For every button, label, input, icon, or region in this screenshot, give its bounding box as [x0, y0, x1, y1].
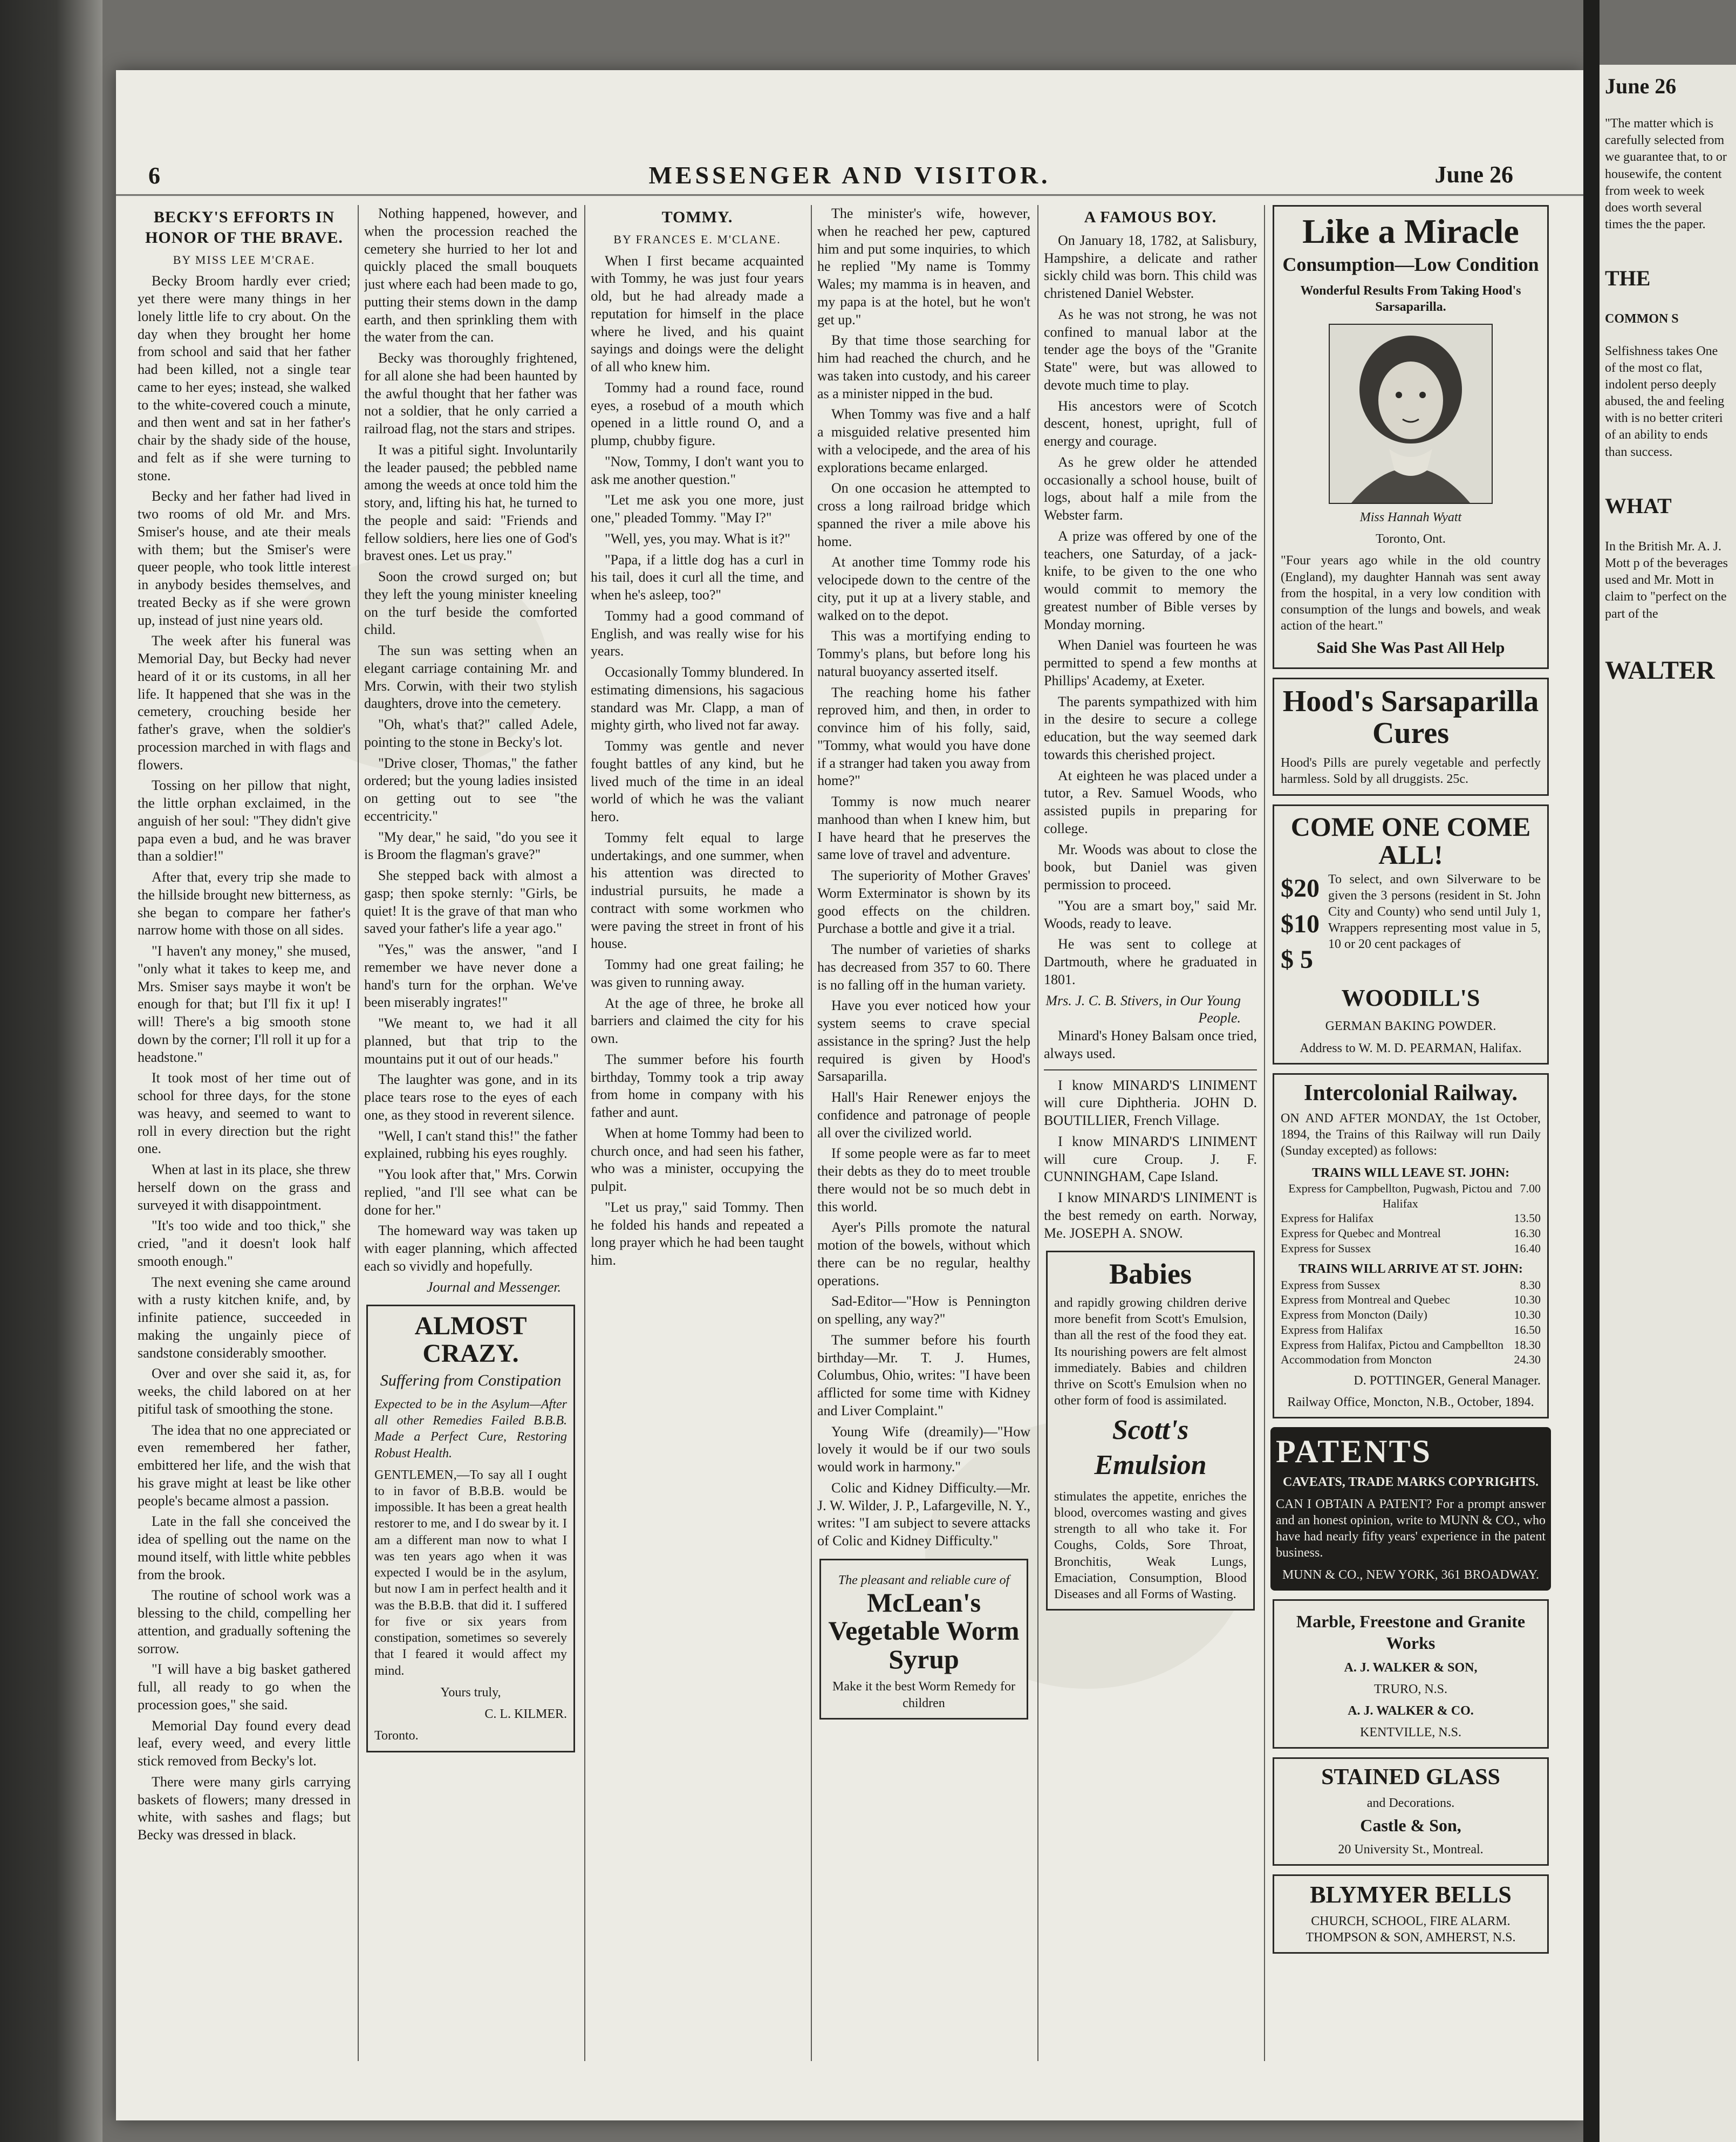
blymyer-bells-advertisement — [1273, 1874, 1549, 1954]
train-time: 16.30 — [1514, 1226, 1541, 1240]
adjacent-page-notice: "The matter which is carefully selected from we guarantee that, to or housewife, the content from week to week does worth several times the the paper. — [1605, 117, 1727, 232]
train-name: Express from Moncton (Daily) — [1281, 1308, 1427, 1322]
firm-name: Castle & Son, — [1360, 1815, 1461, 1835]
train-time: 16.40 — [1514, 1241, 1541, 1255]
timetable-row — [1281, 1292, 1541, 1307]
ad-headline: COME ONE COME ALL! — [1290, 811, 1531, 870]
ad-place: Toronto. — [374, 1729, 419, 1743]
paragraph: The sun was setting when an elegant carriage containing Mr. and Mrs. Corwin, with their two stylish daughters, drove into the cemetery. — [364, 643, 577, 712]
ad-headline: Intercolonial Railway. — [1304, 1080, 1518, 1106]
paragraph: "Papa, if a little dog has a curl in his tail, does it curl all the time, and when he's asleep, too?" — [591, 551, 804, 603]
ad-body: Hood's Pills are purely vegetable and perfectly harmless. Sold by all druggists. 25c. — [1281, 756, 1541, 787]
divider — [1044, 1069, 1257, 1070]
bbb-advertisement — [366, 1305, 575, 1752]
column-rule — [1037, 205, 1038, 2061]
ad-subheadline: Suffering from Constipation — [380, 1372, 562, 1390]
paragraph: The reaching home his father reproved him, and then, in order to convince him of his folly, said, "Tommy, what would you have done if a stranger had taken you away from home?" — [817, 684, 1030, 789]
paragraph: This was a mortifying ending to Tommy's plans, but before long his natural buoyancy asserted itself. — [817, 628, 1030, 679]
ad-signature: C. L. KILMER. — [484, 1707, 567, 1722]
paragraph: The summer before his fourth birthday, Tommy took a trip away from home in company with his father and aunt. — [591, 1051, 804, 1121]
paragraph: After that, every trip she made to the hillside brought new bitterness, as she began to compare her father's narrow home with those on all sides. — [138, 869, 351, 938]
testimonial: I know MINARD'S LINIMENT will cure Diphtheria. JOHN D. BOUTILLIER, French Village. — [1044, 1077, 1257, 1129]
paragraph: If some people were as far to meet their debts as they do to meet trouble there would not be so much debt in this world. — [817, 1145, 1030, 1215]
adjacent-page-text: Selfishness takes One of the most co flat, indolent perso deeply abused, the and feeling with is no better criteri of an ability to ends than success. — [1605, 344, 1725, 459]
paragraph: He was sent to college at Dartmouth, where he graduated in 1801. — [1044, 936, 1257, 987]
column-rule — [811, 205, 812, 2061]
paragraph: Colic and Kidney Difficulty.—Mr. J. W. Wilder, J. P., Lafargeville, N. Y., writes: "I am subject to severe attacks of Colic and Kidney Difficulty." — [817, 1479, 1030, 1548]
paragraph: Have you ever noticed how your system seems to crave special assistance in the spring? Just the help required is given by Hood's Sarsaparilla. — [817, 998, 1030, 1084]
paragraph: "We meant to, we had it all planned, but that trip to the mountains put it out of our heads." — [364, 1015, 577, 1067]
article-title: TOMMY. — [661, 208, 733, 226]
patents-advertisement — [1270, 1427, 1551, 1590]
prize-amount: $ 5 — [1281, 945, 1313, 974]
ad-pretext: The pleasant and reliable cure of — [838, 1573, 1010, 1587]
paragraph: Late in the fall she conceived the idea of spelling out the name on the mound itself, with little white pebbles from the brook. — [138, 1513, 351, 1582]
paragraph: Young Wife (dreamily)—"How lovely it would be if our two souls would work in harmony." — [817, 1423, 1030, 1475]
paragraph: It took most of her time out of school for three days, for the stone was heavy, and seemed to want to roll in every direction but the right one. — [138, 1070, 351, 1157]
adjacent-page-heading: WHAT — [1605, 493, 1672, 518]
timetable-row — [1281, 1181, 1541, 1211]
paragraph: "I will have a big basket gathered full, all ready to go when the procession goes," she said. — [138, 1661, 351, 1713]
firm-name: A. J. WALKER & CO. — [1348, 1703, 1474, 1718]
ad-brand: WOODILL'S — [1341, 984, 1480, 1011]
paragraph: The laughter was gone, and in its place tears rose to the eyes of each one, as they stood in reverent silence. — [364, 1072, 577, 1123]
column-3 — [591, 205, 804, 2061]
paragraph: Occasionally Tommy blundered. In estimating dimensions, his sagacious standard was Mr. Clapp, a man of mighty girth, who lived not far away. — [591, 664, 804, 733]
ad-headline: ALMOST CRAZY. — [414, 1312, 527, 1368]
issue-date: June 26 — [1434, 161, 1513, 188]
ad-address: 20 University St., Montreal. — [1338, 1843, 1484, 1857]
paragraph: When Daniel was fourteen he was permitted to spend a few months at Phillips' Academy, at Exeter. — [1044, 637, 1257, 688]
adjacent-page-text: In the British Mr. A. J. Mott p of the beverages used and Mr. Mott in claim to "perfect on the part of the — [1605, 539, 1728, 621]
paragraph: On one occasion he attempted to cross a long railroad bridge which spanned the river a mile above his home. — [817, 480, 1030, 549]
paragraph: The homeward way was taken up with eager planning, which affected each so vividly and hopefully. — [364, 1223, 577, 1274]
ad-subheadline: CAVEATS, TRADE MARKS COPYRIGHTS. — [1282, 1475, 1539, 1490]
ad-address: MUNN & CO., NEW YORK, 361 BROADWAY. — [1282, 1567, 1540, 1582]
timetable-row — [1281, 1241, 1541, 1256]
firm-name: A. J. WALKER & SON, — [1344, 1660, 1478, 1675]
page-number: 6 — [148, 162, 160, 189]
timetable-row — [1281, 1226, 1541, 1241]
testimonial: I know MINARD'S LINIMENT will cure Croup. J. F. CUNNINGHAM, Cape Island. — [1044, 1133, 1257, 1185]
paragraph: Ayer's Pills promote the natural motion of the bowels, without which there can be no regular, healthy operations. — [817, 1219, 1030, 1288]
paragraph: By that time those searching for him had reached the church, and he was taken into custody, and his career as a minister nipped in the bud. — [817, 332, 1030, 401]
paragraph: At another time Tommy rode his velocipede down to the centre of the city, put it up at a livery stable, and walked on to the depot. — [817, 554, 1030, 623]
hoods-miracle-advertisement — [1273, 205, 1549, 669]
paragraph: When I first became acquainted with Tommy, he was just four years old, but he had already made a reputation for himself in the place where he lived, and his quaint sayings and doings were the delight of all who knew him. — [591, 253, 804, 375]
hoods-cures-advertisement — [1273, 678, 1549, 795]
ad-subheadline: and Decorations. — [1366, 1796, 1455, 1810]
prize-amount: $20 — [1281, 874, 1320, 903]
ad-body: CAN I OBTAIN A PATENT? For a prompt answer and an honest opinion, write to MUNN & CO., who have had nearly fifty years' experience in the patent business. — [1276, 1497, 1546, 1560]
ad-note: Make it the best Worm Remedy for children — [832, 1680, 1015, 1710]
stained-glass-advertisement — [1273, 1757, 1549, 1866]
paragraph: The next evening she came around with a rusty kitchen knife, and, by infinite patience, succeeded in making the ungainly piece of sandstone considerably smoother. — [138, 1274, 351, 1361]
train-name: Express from Halifax — [1281, 1322, 1383, 1336]
scanner-shadow — [0, 0, 102, 2142]
paragraph: At the age of three, he broke all barriers and claimed the city for his own. — [591, 995, 804, 1047]
column-1 — [138, 205, 351, 2061]
paragraph: The minister's wife, however, when he reached her pew, captured him and put some inquiries, to which he replied "My name is Tommy Wales; my mamma is in heaven, and my papa is at the hotel, but he won't get up." — [817, 206, 1030, 328]
train-name: Express for Halifax — [1281, 1211, 1374, 1225]
train-name: Express for Campbellton, Pugwash, Pictou and Halifax — [1288, 1181, 1513, 1210]
paragraph: Tommy was gentle and never fought battles of any kind, but he lived much of the time in an ideal world of which he was the valiant hero. — [591, 738, 804, 825]
ad-headline: Babies — [1109, 1258, 1192, 1291]
portrait-illustration — [1329, 324, 1493, 504]
ad-brand-note: GERMAN BAKING POWDER. — [1325, 1019, 1496, 1034]
paragraph: Sad-Editor—"How is Pennington on spelling, any way?" — [817, 1293, 1030, 1327]
portrait-caption: Miss Hannah Wyatt — [1359, 510, 1462, 525]
train-time: 18.30 — [1514, 1338, 1541, 1352]
paragraph: The parents sympathized with him in the desire to secure a college education, but the way seemed dark towards this cherished project. — [1044, 693, 1257, 762]
train-time: 10.30 — [1514, 1293, 1541, 1307]
paragraph: "You are a smart boy," said Mr. Woods, ready to leave. — [1044, 897, 1257, 931]
ad-closing: Yours truly, — [440, 1685, 501, 1700]
paragraph: "Let us pray," said Tommy. Then he folded his hands and repeated a long prayer which he had been taught him. — [591, 1199, 804, 1268]
book-gutter — [1583, 0, 1600, 2142]
masthead — [116, 151, 1583, 196]
paragraph: "It's too wide and too thick," she cried, "and it doesn't look half smooth enough." — [138, 1218, 351, 1269]
column-rule — [584, 205, 585, 2061]
paragraph: Tommy is now much nearer manhood than when I knew him, but I have heard that he preserves the same love of travel and adventure. — [817, 794, 1030, 863]
mcleans-advertisement — [819, 1559, 1028, 1720]
ad-headline: STAINED GLASS — [1321, 1765, 1500, 1790]
train-time: 16.50 — [1514, 1322, 1541, 1336]
ad-body: "Four years ago while in the old country (England), my daughter Hannah was sent away from the hospital, in a very low condition with consumption of the lungs and bowels, and weak action of the heart." — [1281, 554, 1541, 633]
intercolonial-railway-timetable — [1273, 1073, 1549, 1419]
timetable-row — [1281, 1307, 1541, 1322]
article-title: A FAMOUS BOY. — [1084, 208, 1217, 226]
firm-place: KENTVILLE, N.S. — [1360, 1725, 1461, 1740]
ad-body-2: stimulates the appetite, enriches the blood, overcomes wasting and gives strength to all who take it. For Coughs, Colds, Sore Throat, Bronchitis, Weak Lungs, Emaciation, Consumption, Blood Diseases and all Forms of Wasting. — [1054, 1489, 1247, 1602]
train-name: Express from Halifax, Pictou and Campbellton — [1281, 1338, 1504, 1352]
paragraph: "My dear," he said, "do you see it is Broom the flagman's grave?" — [364, 829, 577, 863]
paragraph: "I haven't any money," she mused, "only what it takes to keep me, and Mrs. Smiser says maybe it won't be enough for that; but I'll fix it up! I will! There's a big smooth stone down by the corner; I'll roll it up for a headstone." — [138, 943, 351, 1065]
paragraph: Tommy had a round face, round eyes, a rosebud of a mouth which opened in a little round O, and a plump, chubby figure. — [591, 379, 804, 449]
train-name: Express for Quebec and Montreal — [1281, 1226, 1441, 1240]
testimonial: I know MINARD'S LINIMENT is the best remedy on earth. Norway, Me. JOSEPH A. SNOW. — [1044, 1190, 1257, 1241]
train-time: 10.30 — [1514, 1308, 1541, 1322]
column-rule — [1264, 205, 1265, 2061]
portrait-place: Toronto, Ont. — [1376, 532, 1446, 547]
firm-place: TRURO, N.S. — [1373, 1682, 1448, 1696]
paragraph: "Now, Tommy, I don't want you to ask me another question." — [591, 453, 804, 487]
timetable-row — [1281, 1338, 1541, 1353]
paragraph: There were many girls carrying baskets of flowers; many dressed in white, with sashes and flags; but Becky was dressed in black. — [138, 1773, 351, 1843]
train-time: 7.00 — [1520, 1181, 1541, 1195]
paragraph: Tommy had a good command of English, and was really wise for his years. — [591, 608, 804, 659]
column-rule — [358, 205, 359, 2061]
ad-headline: Hood's Sarsaparilla Cures — [1282, 685, 1539, 751]
train-time: 24.30 — [1514, 1353, 1541, 1367]
paper-title: MESSENGER AND VISITOR. — [648, 161, 1051, 189]
paragraph: The routine of school work was a blessing to the child, compelling her attention, and gradually softening the sorrow. — [138, 1587, 351, 1656]
paragraph: Tossing on her pillow that night, the little orphan exclaimed, in the anguish of her soul: "They didn't give papa even a bud, and he was braver than a soldier!" — [138, 777, 351, 864]
adjacent-page-edge — [1600, 65, 1736, 2142]
paragraph: The summer before his fourth birthday—Mr. T. J. Humes, Columbus, Ohio, writes: "I have been afflicted for some time with Kidney and Liver Complaint." — [817, 1332, 1030, 1418]
paragraph: "Drive closer, Thomas," the father ordered; but the young ladies insisted on getting out to see "the eccentricity." — [364, 755, 577, 824]
paragraph: Mr. Woods was about to close the book, but Daniel was given permission to proceed. — [1044, 841, 1257, 893]
paragraph: Memorial Day found every dead leaf, every weed, and every little stick removed from Becky's lot. — [138, 1717, 351, 1769]
ad-headline: Like a Miracle — [1302, 212, 1519, 250]
railway-office: Railway Office, Moncton, N.B., October, 1894. — [1287, 1395, 1534, 1410]
adjacent-page-heading: THE — [1605, 266, 1651, 291]
ad-subheadline: Consumption—Low Condition — [1282, 254, 1539, 276]
ad-headline: Marble, Freestone and Granite Works — [1296, 1611, 1526, 1653]
paragraph: "You look after that," Mrs. Corwin replied, "and I'll see what can be done for her." — [364, 1166, 577, 1218]
paragraph: The number of varieties of sharks has decreased from 357 to 60. There is no falling off in the human variety. — [817, 942, 1030, 993]
adjacent-page-date: June 26 — [1605, 74, 1677, 98]
timetable-row — [1281, 1278, 1541, 1293]
ad-body: GENTLEMEN,—To say all I ought to in favor of B.B.B. would be impossible. It has been a great health restorer to me, and I do swear by it. I am a different man now to what I was ten years ago when it was expected I would be in the asylum, but now I am in perfect health and it was the B.B.B. that did it. I suffered for five or six years from constipation, sometimes so severely that I feared it would affect my mind. — [374, 1468, 567, 1678]
timetable-row — [1281, 1352, 1541, 1367]
column-2 — [364, 205, 577, 2061]
train-name: Express from Montreal and Quebec — [1281, 1293, 1451, 1307]
train-name: Accommodation from Moncton — [1281, 1353, 1432, 1367]
paragraph: As he grew older he attended occasionally a school house, built of logs, about half a mile from the Webster farm. — [1044, 454, 1257, 523]
scotts-emulsion-advertisement — [1046, 1251, 1255, 1611]
ad-tagline: Wonderful Results From Taking Hood's Sarsaparilla. — [1300, 283, 1521, 314]
ad-headline: BLYMYER BELLS — [1310, 1881, 1512, 1908]
adjacent-page-subheading: COMMON S — [1605, 312, 1679, 326]
paragraph: When Tommy was five and a half a misguided relative presented him with a velocipede, and the area of his explorations became enlarged. — [817, 406, 1030, 475]
ad-headline: McLean's Vegetable Worm Syrup — [828, 1587, 1020, 1674]
paragraph: Tommy felt equal to large undertakings, and one summer, when his attention was directed to industrial pursuits, he made a contract with some workmen who were paving the street in front of his house. — [591, 829, 804, 952]
newspaper-page — [116, 70, 1583, 2120]
prize-amount: $10 — [1281, 909, 1320, 938]
paragraph: Becky and her father had lived in two rooms of old Mr. and Mrs. Smiser's house, and ate their meals with them; but the Smiser's were queer people, who took little interest in anybody besides themselves, and treated Becky as if she were grown up, instead of just nine years old. — [138, 488, 351, 628]
paragraph: "Well, yes, you may. What is it?" — [605, 530, 791, 547]
article-source: Journal and Messenger. — [426, 1279, 561, 1295]
train-name: Express for Sussex — [1281, 1241, 1371, 1255]
paragraph: His ancestors were of Scotch descent, honest, upright, full of energy and courage. — [1044, 398, 1257, 449]
column-5 — [1044, 205, 1257, 2061]
train-time: 8.30 — [1520, 1278, 1541, 1292]
ad-address: Address to W. M. D. PEARMAN, Halifax. — [1300, 1041, 1522, 1055]
paragraph: A prize was offered by one of the teachers, one Saturday, of a jack-knife, to be given to the one who would commit to memory the greatest number of Bible verses by Monday morning. — [1044, 528, 1257, 632]
paragraph: At eighteen he was placed under a tutor, a Rev. Samuel Woods, who assisted pupils in preparing for college. — [1044, 767, 1257, 836]
paragraph: The idea that no one appreciated or even remembered her father, embittered her life, and the wish that his grave might at least be like other people's became almost a passion. — [138, 1422, 351, 1509]
paragraph: Becky was thoroughly frightened, for all alone she had been haunted by the awful thought that her father was not a soldier, that he only carried a railroad flag, not the stars and stripes. — [364, 350, 577, 436]
train-time: 13.50 — [1514, 1211, 1541, 1225]
article-byline: BY MISS LEE M'CRAE. — [173, 253, 316, 267]
paragraph: As he was not strong, he was not confined to manual labor at the tender age the boys of the "Granite State" were, but was allowed to devote much time to play. — [1044, 306, 1257, 393]
paragraph: On January 18, 1782, at Salisbury, Hampshire, a delicate and rather sickly child was born. This child was christened Daniel Webster. — [1044, 232, 1257, 302]
ad-brand: Scott's Emulsion — [1094, 1414, 1207, 1481]
timetable-row — [1281, 1211, 1541, 1226]
woodills-advertisement — [1273, 804, 1549, 1065]
paragraph: "Let me ask you one more, just one," pleaded Tommy. "May I?" — [591, 492, 804, 526]
railway-signature: D. POTTINGER, General Manager. — [1354, 1374, 1541, 1388]
ad-intro: Expected to be in the Asylum—After all other Remedies Failed B.B.B. Made a Perfect Cure, Restoring Robust Health. — [374, 1397, 567, 1461]
paragraph: She stepped back with almost a gasp; then spoke sternly: "Girls, be quiet! It is the grave of that man who saved your father's life a year ago." — [364, 868, 577, 937]
timetable-title: TRAINS WILL LEAVE ST. JOHN: — [1311, 1165, 1510, 1180]
adjacent-page-ad: WALTER — [1605, 656, 1715, 685]
ad-body: To select, and own Silverware to be given the 3 persons (resident in St. John City and County) who send until July 1, Wrappers representing most value in 5, 10 or 20 cent packages of — [1328, 872, 1541, 952]
paragraph: "Yes," was the answer, "and I remember we have never done a hand's turn for the orphan. We've been miserably ingrates!" — [364, 942, 577, 1011]
column-4 — [817, 205, 1030, 2061]
ad-footer: Said She Was Past All Help — [1316, 638, 1505, 657]
paragraph: Over and over she said it, as, for weeks, the child labored on at her pitiful task of smoothing the stone. — [138, 1366, 351, 1417]
train-name: Express from Sussex — [1281, 1278, 1380, 1292]
marble-works-advertisement — [1273, 1599, 1549, 1749]
ad-body: and rapidly growing children derive more benefit from Scott's Emulsion, than all the rest of the food they eat. Its nourishing powers are felt almost immediately. Babies and children thrive on Scott's Emulsion when no other form of food is assimilated. — [1054, 1295, 1247, 1408]
paragraph: When at home Tommy had been to church once, and had seen his father, who was a minister, occupying the pulpit. — [591, 1125, 804, 1195]
paragraph: Soon the crowd surged on; but they left the young minister kneeling on the turf beside the comforted child. — [364, 569, 577, 638]
paragraph: Nothing happened, however, and when the procession reached the cemetery she hurried to her lot and quickly placed the small bouquets just where each had been made to go, putting their stems down in the damp earth, and then sprinkling them with the water from the can. — [364, 206, 577, 345]
article-byline: BY FRANCES E. M'CLANE. — [613, 232, 781, 246]
paragraph: When at last in its place, she threw herself down on the grass and surveyed it with disappointment. — [138, 1162, 351, 1213]
article-source: Mrs. J. C. B. Stivers, in Our Young People. — [1045, 992, 1241, 1026]
ad-intro: ON AND AFTER MONDAY, the 1st October, 1894, the Trains of this Railway will run Daily (Sunday excepted) as follows: — [1281, 1111, 1541, 1158]
paragraph: "Well, I can't stand this!" the father explained, rubbing his eyes roughly. — [364, 1128, 577, 1162]
ad-headline: PATENTS — [1276, 1434, 1432, 1470]
timetable-row — [1281, 1322, 1541, 1338]
paragraph: Minard's Honey Balsam once tried, always used. — [1044, 1028, 1257, 1061]
paragraph: Tommy had one great failing; he was given to running away. — [591, 957, 804, 990]
paragraph: The week after his funeral was Memorial Day, but Becky had never heard of it or its customs, in all her life. It happened that she was in the cemetery, crouching beside her father's grave, when the soldier's procession marched in with flags and flowers. — [138, 633, 351, 773]
timetable-title: TRAINS WILL ARRIVE AT ST. JOHN: — [1298, 1262, 1523, 1277]
paragraph: It was a pitiful sight. Involuntarily the leader paused; the pebbled name among the weeds at once told him the story, and, lifting his hat, he turned to the people and said: "Friends and fellow soldiers, here lies one of God's bravest ones. Let us pray." — [364, 441, 577, 564]
article-title: BECKY'S EFFORTS IN HONOR OF THE BRAVE. — [145, 208, 343, 247]
ad-body: CHURCH, SCHOOL, FIRE ALARM. THOMPSON & SON, AMHERST, N.S. — [1306, 1914, 1516, 1945]
paragraph: Hall's Hair Renewer enjoys the confidence and patronage of people all over the civilized world. — [817, 1089, 1030, 1141]
paragraph: Becky Broom hardly ever cried; yet there were many things in her lonely little life to cry about. On the day when they brought her home from school and said that her father had been killed, not a single tear came to her eyes; instead, she walked to the white-covered couch a minute, and then went and sat in her father's chair by the shady side of the house, and felt as if she were turning to stone. — [138, 273, 351, 483]
paragraph: "Oh, what's that?" called Adele, pointing to the stone in Becky's lot. — [364, 717, 577, 750]
column-6-advertisements — [1270, 205, 1551, 2061]
paragraph: The superiority of Mother Graves' Worm Exterminator is shown by its good effects on the children. Purchase a bottle and give it a trial. — [817, 868, 1030, 937]
